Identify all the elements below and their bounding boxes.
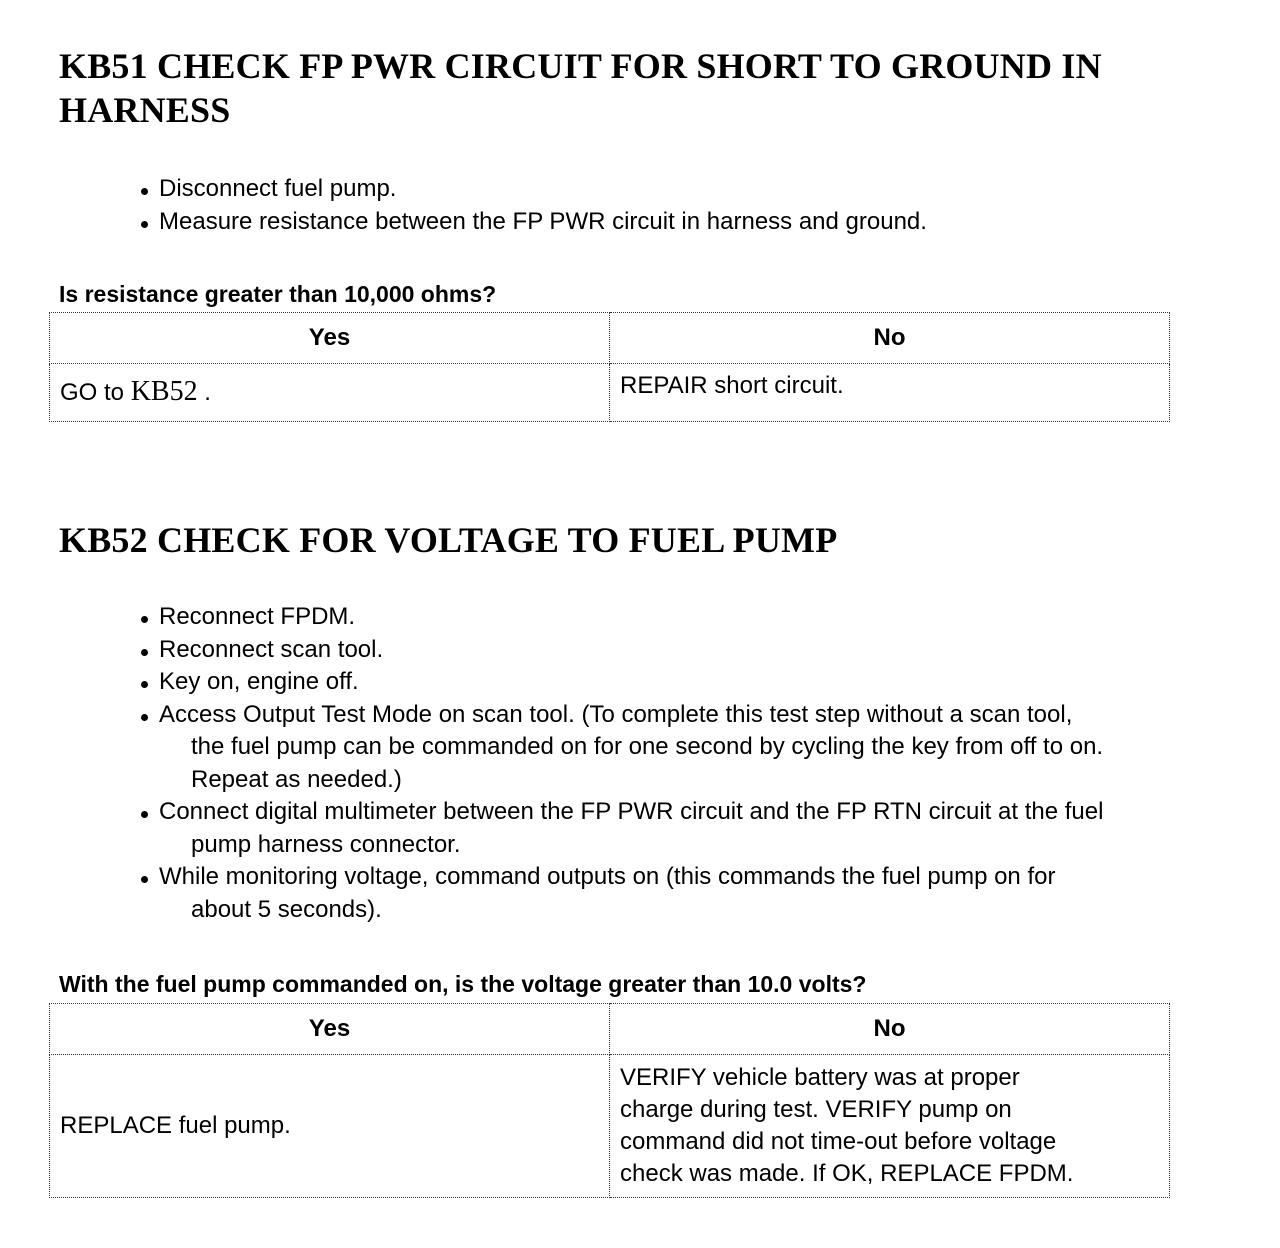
step-text-continued: the fuel pump can be commanded on for one second by cycling the key from off to on. <box>191 733 1104 760</box>
table-header-row <box>50 1004 1170 1055</box>
list-item <box>140 699 1260 797</box>
list-item <box>140 796 1260 861</box>
no-line: VERIFY vehicle battery was at proper <box>620 1064 1020 1091</box>
yes-prefix: GO to <box>60 379 131 406</box>
kb51-answer-table <box>49 312 1170 422</box>
step-text-continued: Repeat as needed.) <box>191 765 402 793</box>
no-line: check was made. If OK, REPLACE FPDM. <box>620 1160 1074 1187</box>
step-text: Measure resistance between the FP PWR circuit in harness and ground. <box>159 207 927 235</box>
list-item <box>140 206 1260 239</box>
list-item <box>140 634 1260 667</box>
list-item <box>140 666 1260 699</box>
step-text: Key on, engine off. <box>159 668 359 695</box>
step-text: Reconnect scan tool. <box>159 635 384 663</box>
step-text: Reconnect FPDM. <box>159 603 356 630</box>
no-header: No <box>610 313 1170 364</box>
no-cell: REPAIR short circuit. <box>610 364 1170 422</box>
kb51-title-line1: KB51 CHECK FP PWR CIRCUIT FOR SHORT TO GROUND IN <box>59 46 1102 86</box>
kb51-title-line2: HARNESS <box>59 90 231 130</box>
kb51-steps-list <box>140 173 1260 238</box>
list-item <box>140 861 1260 926</box>
no-header: No <box>610 1004 1170 1055</box>
no-cell <box>610 1055 1170 1198</box>
table-header-row <box>50 313 1170 364</box>
no-line: command did not time-out before voltage <box>620 1128 1057 1155</box>
kb51-question: Is resistance greater than 10,000 ohms? <box>59 281 497 307</box>
yes-header: Yes <box>50 1004 610 1055</box>
yes-suffix: . <box>197 379 211 406</box>
list-item <box>140 173 1260 206</box>
kb52-question: With the fuel pump commanded on, is the voltage greater than 10.0 volts? <box>59 971 867 997</box>
table-row <box>50 1055 1170 1198</box>
yes-cell <box>50 364 610 422</box>
kb52-link[interactable]: KB52 <box>130 376 198 407</box>
step-text-continued: pump harness connector. <box>191 830 461 858</box>
kb52-title: KB52 CHECK FOR VOLTAGE TO FUEL PUMP <box>59 520 838 560</box>
table-row <box>50 364 1170 422</box>
step-text-continued: about 5 seconds). <box>191 895 382 923</box>
kb52-steps-list <box>140 601 1260 926</box>
yes-cell: REPLACE fuel pump. <box>50 1055 610 1198</box>
no-line: charge during test. VERIFY pump on <box>620 1096 1012 1123</box>
step-text: While monitoring voltage, command outputs on (this commands the fuel pump on for <box>159 863 1056 890</box>
step-text: Access Output Test Mode on scan tool. (To complete this test step without a scan tool, <box>159 700 1073 728</box>
kb51-title <box>59 44 1239 132</box>
kb52-answer-table <box>49 1003 1170 1198</box>
list-item <box>140 601 1260 634</box>
yes-header: Yes <box>50 313 610 364</box>
step-text: Disconnect fuel pump. <box>159 175 397 202</box>
step-text: Connect digital multimeter between the FP PWR circuit and the FP RTN circuit at the fuel <box>159 798 1104 825</box>
